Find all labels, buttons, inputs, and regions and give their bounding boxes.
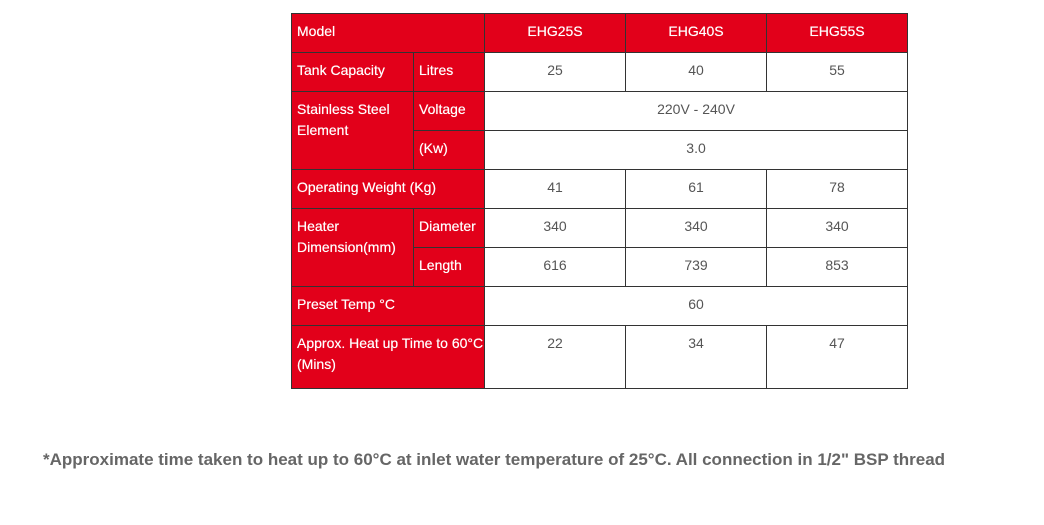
kw-label: (Kw) [414,131,485,170]
kw-value: 3.0 [485,131,908,170]
heat-up-time-ehg55s: 47 [767,326,908,389]
diameter-ehg25s: 340 [485,209,626,248]
row-heat-up-time [292,326,908,389]
heat-up-time-label: Approx. Heat up Time to 60°C (Mins) [292,326,485,389]
preset-temp-label: Preset Temp °C [292,287,485,326]
model-label: Model [292,14,485,53]
element-label: Stainless Steel Element [292,92,414,170]
diameter-label: Diameter [414,209,485,248]
model-ehg55s: EHG55S [767,14,908,53]
dimension-label: Heater Dimension(mm) [292,209,414,287]
model-ehg25s: EHG25S [485,14,626,53]
model-ehg40s: EHG40S [626,14,767,53]
tank-capacity-ehg40s: 40 [626,53,767,92]
diameter-ehg55s: 340 [767,209,908,248]
row-voltage [292,92,908,131]
operating-weight-label: Operating Weight (Kg) [292,170,485,209]
row-preset-temp [292,287,908,326]
row-diameter [292,209,908,248]
row-tank-capacity [292,53,908,92]
tank-capacity-label: Tank Capacity [292,53,414,92]
voltage-value: 220V - 240V [485,92,908,131]
operating-weight-ehg25s: 41 [485,170,626,209]
row-model [292,14,908,53]
spec-table [291,13,908,389]
heat-up-time-ehg40s: 34 [626,326,767,389]
footnote: *Approximate time taken to heat up to 60°C at inlet water temperature of 25°C. All connection in 1/2" BSP thread [43,450,946,469]
operating-weight-ehg40s: 61 [626,170,767,209]
tank-capacity-unit: Litres [414,53,485,92]
preset-temp-value: 60 [485,287,908,326]
diameter-ehg40s: 340 [626,209,767,248]
length-label: Length [414,248,485,287]
length-ehg55s: 853 [767,248,908,287]
row-operating-weight [292,170,908,209]
tank-capacity-ehg55s: 55 [767,53,908,92]
length-ehg40s: 739 [626,248,767,287]
tank-capacity-ehg25s: 25 [485,53,626,92]
length-ehg25s: 616 [485,248,626,287]
heat-up-time-ehg25s: 22 [485,326,626,389]
voltage-label: Voltage [414,92,485,131]
operating-weight-ehg55s: 78 [767,170,908,209]
